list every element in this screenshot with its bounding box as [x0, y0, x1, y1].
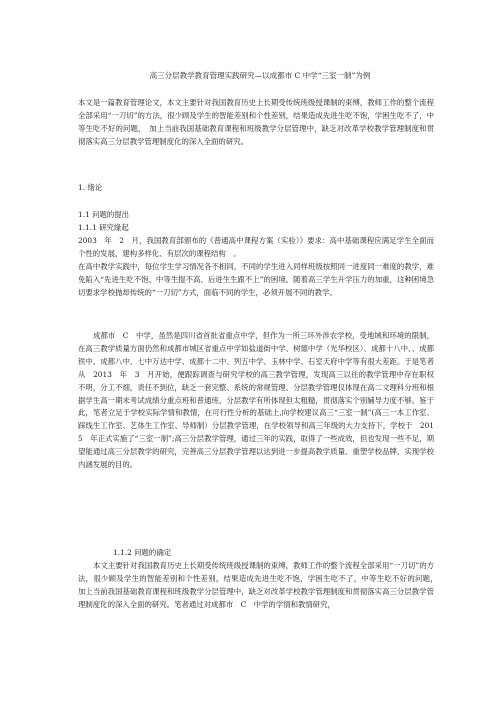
section-heading-1: 1. 绪论	[78, 183, 103, 192]
body-text-1: 2003 年 2 月，我国教育部颁布的《普通高中课程方案（实验）》要求：高中基础课程应满足学生全面而个性的发展，建构多样化、有层次的课程结构 。	[78, 236, 434, 258]
abstract-text: 本文是一篇教育管理论文，本文主要针对我国教育历史上长期受传统班级授课制的束缚，教师工作的整个流程全部采用“一刀切”的方法，很少顾及学生的智能差别和个性差别，结果造成先进生吃不饱，学困生吃不了，中等生吃不好的问题， 加上当前我国基础教育课程和班级教学分层管理中，缺乏对改革学校教学管理制度和贯彻落实高三分层教学管理制度化的深入全面的研究。	[78, 98, 434, 146]
body-text-4: 本文主要针对我国教育历史上长期受传统班级授课制的束缚，教师工作的整个流程全部采用“一刀切”的方法，很少顾及学生的智能差别和个性差别，结果造成先进生吃不饱，学困生吃不了，中等生吃不好的问题， 加上当前我国基础教育课程和班级教学分层管理中，缺乏对改革学校教学管理制度和贯彻落实高三分层教学管理制度化的深入全面的研究。笔者通过对成都市 C 中学的学情和教情研究，	[78, 561, 442, 609]
section-heading-1-1-2: 1.1.2 问题的确定	[113, 548, 172, 557]
body-paragraph-1	[78, 235, 434, 261]
abstract-paragraph	[78, 97, 434, 149]
body-paragraph-2	[78, 261, 434, 300]
body-text-3: 成都市 C 中学，虽然是四川省首批省重点中学，但作为一所三环外涉农学校，受地域和环境的限制，在高三教学质量方面仍然和成都市城区省重点中学如盐道街中学、树德中学（光华校区）、成都十八中、、成都铁中、成都八中、七中万达中学、成都十二中、列五中学、玉林中学、石室天府中学等有很大差距。于是笔者从 2013 年 3 月开始，便跟踪调查与研究学校的高三教学管理，发现高三以往的教学管理中存在职权不明，分工不细，责任不到位，缺乏一套完整、系统的常规管理、分层教学管理仅体现在高二文理科分班和根据学生高一期末考试成绩分重点班和普通班、分层教学有所体现但太粗糙，贯彻落实个别辅导力度不够。鉴于此，笔者立足于学校实际学情和教情，在可行性分析的基础上,向学校建议高三“三室一制”(高三一本工作室、踩线生工作室、艺体生工作室、导师制）分层教学管理，在学校领导和高三年级的大力支持下，学校于 2015 年正式实施了“三室一制”;高三分层教学管理，通过三年的实践，取得了一些成效，但也发现一些不足，期望能通过高三分层教学的研究，完善高三分层教学管理以达到进一步提高教学质量、重塑学校品牌、实现学校内涵发展的目的。	[78, 331, 434, 470]
body-text-2: 在高中教学实践中，每位学生学习情况各不相同，不同的学生进入同样班级按照同一进度同一难度的教学，难免陷入“先进生吃不饱、中等生提不高、后进生生跟不上”的困境。随着高三学生升学压力的加重，这种困境急切要求学校抛却传统的“一刀切”方式，面临不同的学生，必须开展不同的教学。	[78, 262, 434, 297]
body-paragraph-4	[78, 560, 442, 612]
body-paragraph-3	[78, 330, 434, 472]
section-heading-1-1-1: 1.1.1 研究缘起	[78, 223, 129, 232]
document-title: 高三分层教学教育管理实践研究—以成都市 C 中学“三室一制”为例	[149, 71, 371, 80]
section-heading-1-1: 1.1 问题的提出	[78, 210, 130, 219]
